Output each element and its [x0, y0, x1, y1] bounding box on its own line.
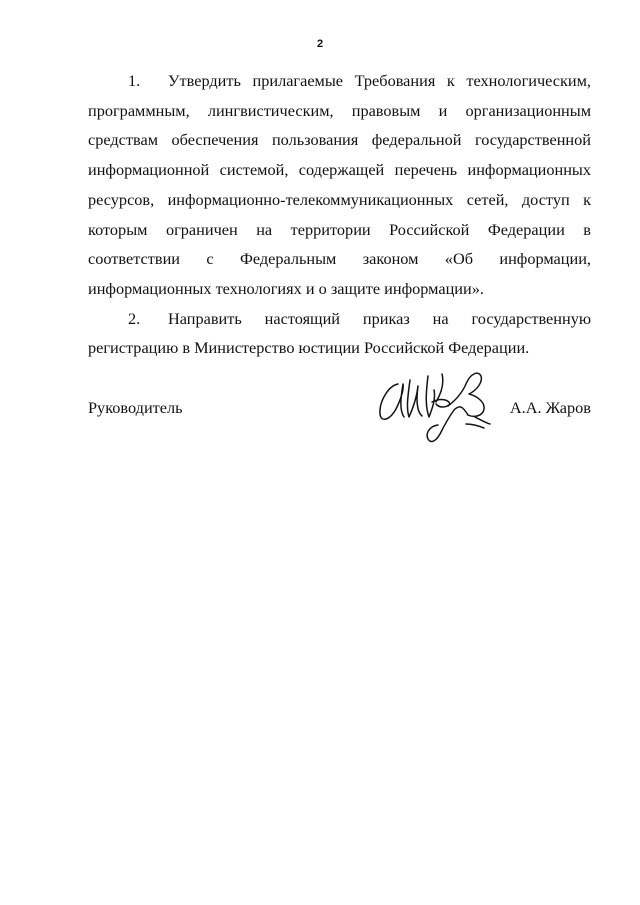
order-item-2	[88, 304, 591, 363]
handwritten-signature	[370, 362, 500, 452]
order-body	[88, 66, 591, 363]
signatory-position: Руководитель	[88, 398, 183, 417]
signatory-name: А.А. Жаров	[509, 398, 591, 417]
item-number: 1.	[128, 71, 141, 90]
item-text: Утвердить прилагаемые Требования к технологическим, программным, лингвистическим, правовым и организационным средствам обеспечения пользования федеральной государственной информационной системой, содержащей перечень информационных ресурсов, информационно-телекоммуникационных сетей, доступ к которым ограничен на территории Российской Федерации в соответствии с Федеральным законом «Об информации, информационных технологиях и о защите информации».	[88, 71, 591, 298]
item-text: Направить настоящий приказ на государственную регистрацию в Министерство юстиции Российской Федерации.	[88, 308, 591, 358]
page-number: 2	[316, 38, 324, 50]
order-item-1	[88, 66, 591, 304]
item-number: 2.	[128, 308, 141, 328]
